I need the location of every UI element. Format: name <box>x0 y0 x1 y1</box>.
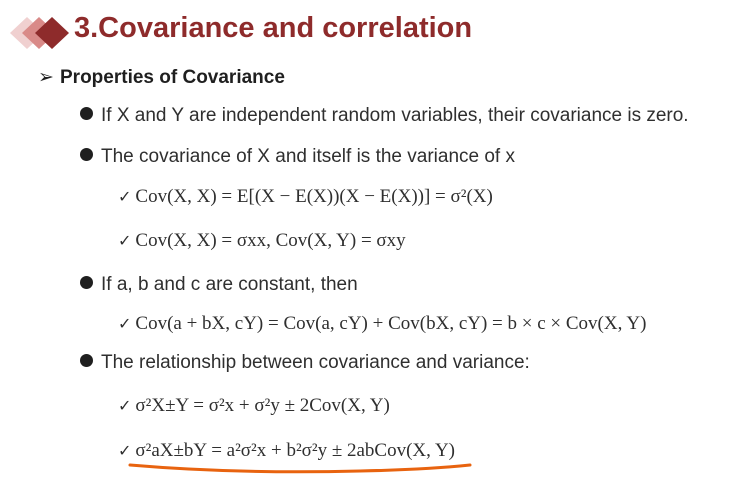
check-icon: ✓ <box>118 314 132 333</box>
bullet-dot-icon <box>80 107 93 120</box>
formula-row <box>118 186 493 208</box>
formula-linear-cov: Cov(a + bX, cY) = Cov(a, cY) + Cov(bX, cY) = b × c × Cov(X, Y) <box>135 313 647 334</box>
check-icon: ✓ <box>118 396 132 415</box>
formula-row <box>118 313 646 335</box>
bullet-dot-icon <box>80 148 93 161</box>
bullet-text: If a, b and c are constant, then <box>101 274 358 295</box>
bullet-dot-icon <box>80 354 93 367</box>
formula-row <box>118 230 406 252</box>
bullet-text: If X and Y are independent random variables, their covariance is zero. <box>101 105 689 126</box>
section-heading-text: Properties of Covariance <box>60 67 285 88</box>
bullet-text: The covariance of X and itself is the variance of x <box>101 146 515 167</box>
bullet-text: The relationship between covariance and variance: <box>101 352 530 373</box>
formula-variance-weighted: σ²aX±bY = a²σ²x + b²σ²y ± 2abCov(X, Y) <box>135 440 456 461</box>
diamond-logo-icon <box>8 16 70 50</box>
section-heading <box>38 66 285 89</box>
check-icon: ✓ <box>118 231 132 250</box>
slide-title: 3.Covariance and correlation <box>74 12 473 44</box>
bullet-item <box>80 352 530 374</box>
formula-row <box>118 395 390 417</box>
formula-variance-sum: σ²X±Y = σ²x + σ²y ± 2Cov(X, Y) <box>135 395 390 416</box>
check-icon: ✓ <box>118 187 132 206</box>
formula-cov-self: Cov(X, X) = E[(X − E(X))(X − E(X))] = σ²(X) <box>135 186 493 207</box>
bullet-item <box>80 105 689 127</box>
arrow-bullet-icon: ➢ <box>38 67 54 88</box>
check-icon: ✓ <box>118 441 132 460</box>
bullet-item <box>80 274 358 296</box>
formula-cov-sigma: Cov(X, X) = σxx, Cov(X, Y) = σxy <box>135 230 406 251</box>
bullet-item <box>80 146 515 168</box>
formula-row <box>118 440 455 462</box>
bullet-dot-icon <box>80 276 93 289</box>
